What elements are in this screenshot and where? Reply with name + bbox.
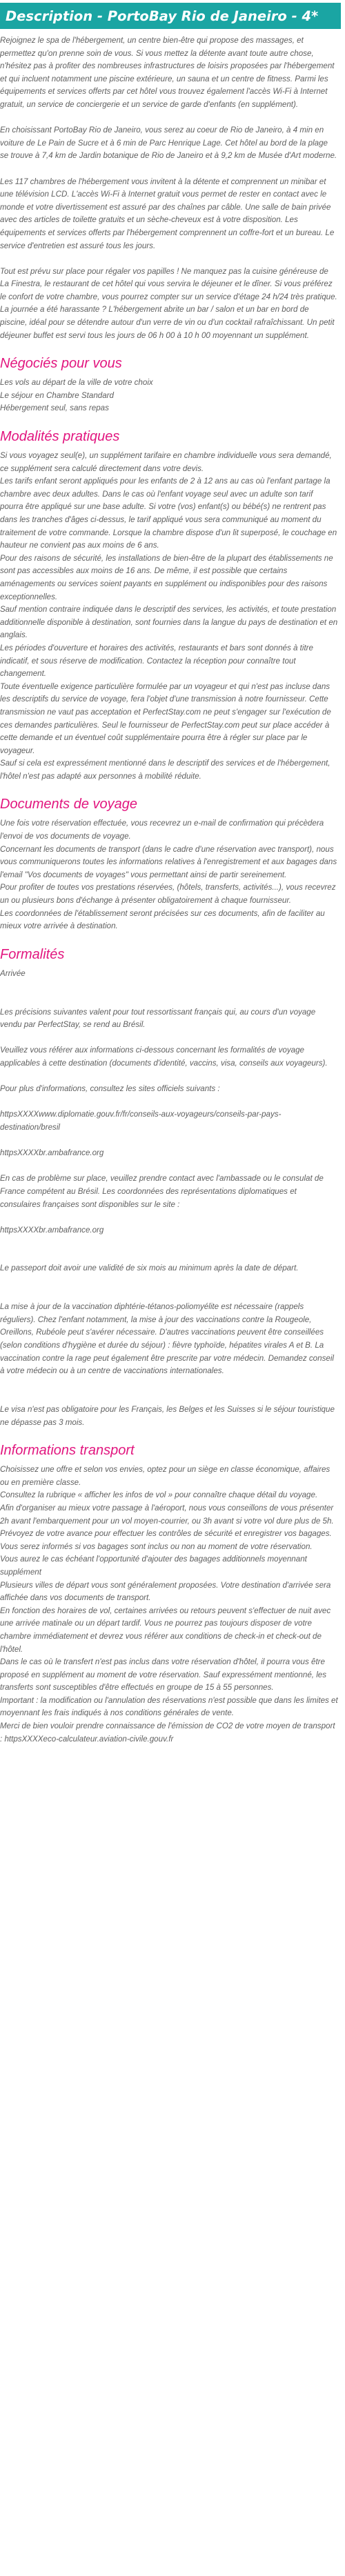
negocies-heading: Négociés pour vous: [0, 356, 122, 372]
transport-section: [0, 1443, 338, 1458]
intro-paragraph: Tout est prévu sur place pour régaler vos papilles ! Ne manquez pas la cuisine généreuse de La Finestra, le restaurant de cet hôtel qui vous servira le déjeuner et le dîner. Si vous préférez le confort de votre chambre, vous pourrez compter sur un service d'étage 24 h/24 très pratique. La journée a été harassante ? L'hébergement abrite un bar / salon et un bar en bord de piscine, idéal pour se détendre autour d'un verre de vin ou d'un cocktail rafraîchissant. Un petit déjeuner buffet est servi tous les jours de 06 h 00 à 10 h 00 moyennant un supplément.: [0, 266, 337, 340]
official-link[interactable]: httpsXXXXbr.ambafrance.org: [0, 1148, 104, 1158]
transport-line: Merci de bien vouloir prendre connaissance de l'émission de CO2 de votre moyen de transport : httpsXXXXeco-calculateur.aviation-civile.gouv.fr: [0, 1721, 335, 1744]
transport-line: Choisissez une offre et selon vos envies, optez pour un siège en classe économique, affaires ou en première classe.: [0, 1465, 331, 1487]
modalites-section: [0, 429, 338, 444]
modalites-line: Toute éventuelle exigence particulière formulée par un voyageur et qui n'est pas incluse dans les descriptifs du service de voyage, fera l'objet d'une transmission à notre fournisseur. Cette transmission ne vaut pas acceptation et PerfectStay.com ne peut s'engager sur l'exécution de ces demandes particulières. Seul le fournisseur de PerfectStay.com peut sur place accéder à cette demande et un éventuel coût supplémentaire pourra être à régler sur place par le voyageur.: [0, 681, 331, 755]
transport-line: Consultez la rubrique « afficher les infos de vol » pour connaître chaque détail du voyage.: [0, 1490, 318, 1500]
page-title: Description - PortoBay Rio de Janeiro - 4*: [6, 8, 319, 24]
transport-line: Dans le cas où le transfert n'est pas inclus dans votre réservation d'hôtel, il pourra vous être proposé en supplément au moment de votre réservation. Sauf expressément mentionné, les transferts sont susceptibles d'être effectués en groupe de 15 à 55 personnes.: [0, 1657, 327, 1693]
formalites-paragraph: Pour plus d'informations, consultez les sites officiels suivants :: [0, 1084, 220, 1094]
formalites-section: [0, 947, 338, 962]
official-link[interactable]: httpsXXXXbr.ambafrance.org: [0, 1225, 104, 1235]
modalites-line: Pour des raisons de sécurité, les installations de bien-être de la plupart des établissements ne sont pas accessibles aux moins de 16 ans. De même, il est possible que certains aménagements ou services soient payants en supplément ou indisponibles pour des raisons exceptionnelles.: [0, 553, 333, 601]
modalites-line: Si vous voyagez seul(e), un supplément tarifaire en chambre individuelle vous sera demandé, ce supplément sera calculé directement dans votre devis.: [0, 451, 332, 473]
documents-line: Les coordonnées de l'établissement seront précisées sur ces documents, afin de faciliter au mieux votre arrivée à destination.: [0, 908, 325, 931]
modalites-line: Sauf si cela est expressément mentionné dans le descriptif des services et de l'hébergement, l'hôtel n'est pas adapté aux personnes à mobilité réduite.: [0, 759, 331, 781]
formalites-heading: Formalités: [0, 946, 65, 962]
intro-paragraph: Rejoignez le spa de l'hébergement, un centre bien-être qui propose des massages, et permettez qu'on prenne soin de vous. Si vous mettez la détente avant toute autre chose, n'hésitez pas à profiter des nombreuses infrastructures de loisirs proposées par l'hébergement et qui incluent notamment une piscine extérieure, un sauna et un centre de fitness. Parmi les équipements et services offerts par cet hôtel vous trouvez également l'accès Wi-Fi à Internet gratuit, un service de conciergerie et un service de garde d'enfants (en supplément).: [0, 36, 335, 109]
transport-line: Vous aurez le cas échéant l'opportunité d'ajouter des bagages additionnels moyennant supplément: [0, 1555, 307, 1577]
formalites-paragraph: Veuillez vous référer aux informations ci-dessous concernant les formalités de voyage applicables à cette destination (documents d'identité, vaccins, visa, conseils aux voyageurs).: [0, 1046, 328, 1068]
negocies-line: Hébergement seul, sans repas: [0, 403, 109, 413]
documents-heading: Documents de voyage: [0, 797, 138, 812]
negocies-line: Les vols au départ de la ville de votre choix: [0, 378, 153, 388]
documents-section: [0, 797, 338, 812]
formalites-paragraph: En cas de problème sur place, veuillez prendre contact avec l'ambassade ou le consulat de France compétent au Brésil. Les coordonnées des représentations diplomatiques et consulaires françaises sont disponibles sur le site :: [0, 1174, 324, 1209]
intro-paragraph: En choisissant PortoBay Rio de Janeiro, vous serez au coeur de Rio de Janeiro, à 4 min en voiture de Le Pain de Sucre et à 6 min de Parc Henrique Lage. Cet hôtel au bord de la plage se trouve à 7,4 km de Jardin botanique de Rio de Janeiro et à 9,2 km de Musée d'Art moderne.: [0, 126, 337, 161]
formalites-paragraph: Les précisions suivantes valent pour tout ressortissant français qui, au cours d'un voyage vendu par PerfectStay, se rend au Brésil.: [0, 1007, 316, 1030]
modalites-line: Sauf mention contraire indiquée dans le descriptif des services, les activités, et toute prestation additionnelle disponible à destination, sont fournies dans la langue du pays de destination et en anglais.: [0, 605, 338, 640]
modalites-line: Les périodes d'ouverture et horaires des activités, restaurants et bars sont donnés à titre indicatif, et sous réserve de modification. Contactez la réception pour connaître tout changement.: [0, 643, 313, 679]
transport-line: Vous serez informés si vos bagages sont inclus ou non au moment de votre réservation.: [0, 1541, 313, 1551]
documents-line: Concernant les documents de transport (dans le cadre d'une réservation avec transport), nous vous communiquerons toutes les informations relatives à l'enregistrement et aux bagages dans l'email "Vos documents de voyages" vous permettant ainsi de partir sereinement.: [0, 844, 337, 879]
transport-line: Important : la modification ou l'annulation des réservations n'est possible que dans les limites et moyennant les frais indiqués à nos conditions générales de vente.: [0, 1695, 338, 1718]
official-link[interactable]: httpsXXXXwww.diplomatie.gouv.fr/fr/conseils-aux-voyageurs/conseils-par-pays-destination/bresil: [0, 1110, 282, 1132]
title-bar: [0, 3, 341, 29]
intro-paragraph: Les 117 chambres de l'hébergement vous invitent à la détente et comprennent un minibar et une télévision LCD. L'accès Wi-Fi à Internet gratuit vous permet de rester en contact avec le monde et votre divertissement est assuré par des chaînes par câble. Une salle de bain privée avec des articles de toilette gratuits et un sèche-cheveux est à votre disposition. Les équipements et services offerts par l'hébergement comprennent un coffre-fort et un bureau. Le service d'entretien est assuré tous les jours.: [0, 177, 335, 250]
modalites-line: Les tarifs enfant seront appliqués pour les enfants de 2 à 12 ans au cas où l'enfant partage la chambre avec deux adultes. Dans le cas où l'enfant voyage seul avec un adulte son tarif pourra être appliqué sur une base adulte. Si votre (vos) enfant(s) ou bébé(s) ne rentrent pas dans les tranches d'âges ci-dessus, le tarif appliqué vous sera communiqué au moment du traitement de votre commande. Lorsque la chambre dispose d'un lit superposé, le couchage en hauteur ne convient pas aux moins de 6 ans.: [0, 477, 337, 550]
negocies-section: [0, 356, 338, 371]
content: [0, 29, 345, 1746]
transport-line: Afin d'organiser au mieux votre passage à l'aéroport, nous vous conseillons de vous présenter 2h avant l'embarquement pour un vol moyen-courrier, ou 3h avant si votre vol dure plus de 5h. Prévoyez de votre avance pour effectuer les contrôles de sécurité et enregistrer vos bagages.: [0, 1503, 334, 1539]
transport-line: En fonction des horaires de vol, certaines arrivées ou retours peuvent s'effectuer de nuit avec une arrivée matinale ou un départ tardif. Vous ne pourrez pas toujours disposer de votre chambre immédiatement et devrez vous référer aux conditions de check-in et check-out de l'hôtel.: [0, 1606, 331, 1654]
negocies-line: Le séjour en Chambre Standard: [0, 390, 114, 400]
documents-line: Pour profiter de toutes vos prestations réservées, (hôtels, transferts, activités...), vous recevrez un ou plusieurs bons d'échange à présenter obligatoirement à chaque fournisseur.: [0, 883, 336, 906]
formalites-paragraph: Le visa n'est pas obligatoire pour les Français, les Belges et les Suisses si le séjour touristique ne dépasse pas 3 mois.: [0, 1405, 335, 1427]
formalites-paragraph: Arrivée: [0, 968, 26, 978]
transport-heading: Informations transport: [0, 1443, 135, 1459]
modalites-heading: Modalités pratiques: [0, 429, 120, 445]
formalites-paragraph: Le passeport doit avoir une validité de six mois au minimum après la date de départ.: [0, 1264, 299, 1273]
intro-section: [0, 34, 338, 342]
formalites-paragraph: La mise à jour de la vaccination diphtérie-tétanos-poliomyélite est nécessaire (rappels réguliers). Chez l'enfant notamment, la mise à jour des vaccinations contre la Rougeole, Oreillons, Rubéole peut s'avérer nécessaire. D'autres vaccinations peuvent être conseillées (selon conditions d'hygiène et durée du séjour) : fièvre typhoïde, hépatites virales A et B. La vaccination contre la rage peut également être prescrite par votre médecin. Demandez conseil à votre médecin ou à un centre de vaccinations internationales.: [0, 1302, 334, 1376]
documents-line: Une fois votre réservation effectuée, vous recevrez un e-mail de confirmation qui précèdera l'envoi de vos documents de voyage.: [0, 819, 324, 841]
transport-line: Plusieurs villes de départ vous sont généralement proposées. Votre destination d'arrivée sera affichée dans vos documents de transport.: [0, 1580, 331, 1603]
